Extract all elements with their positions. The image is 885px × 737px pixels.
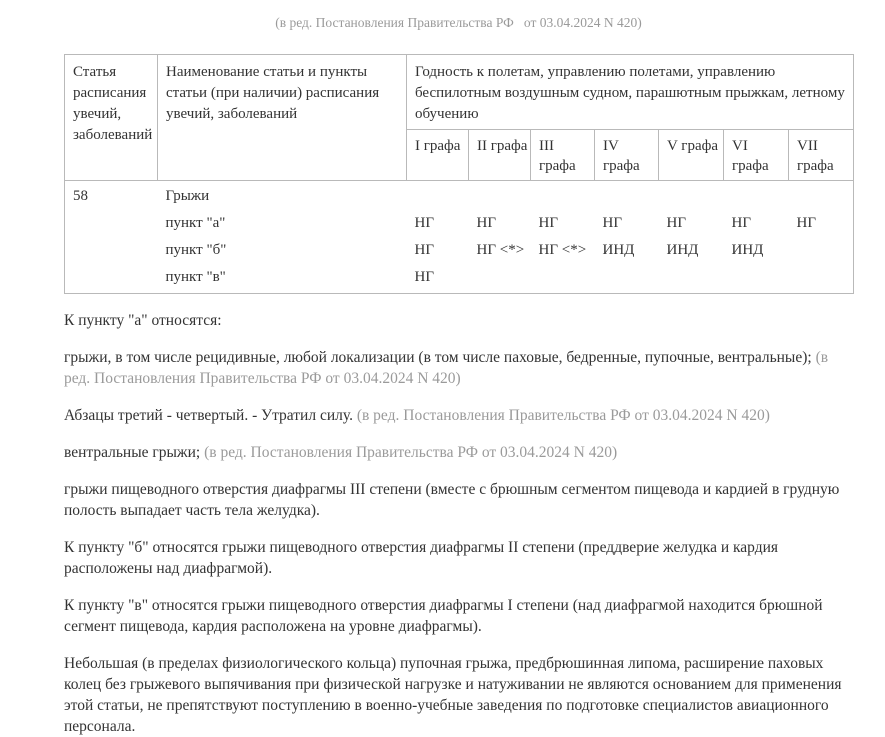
header-name-column: Наименование статьи и пункты статьи (при наличии) расписания увечий, заболеваний xyxy=(158,55,407,181)
edition-annotation: (в ред. Постановления Правительства РФ от 03.04.2024 N 420) xyxy=(275,15,642,30)
paragraph-text: Абзацы третий - четвертый. - Утратил силу. xyxy=(64,407,357,424)
cell-article-name: Грыжи пункт "а" пункт "б" пункт "в" xyxy=(158,181,407,294)
table-row-article-58 xyxy=(65,181,854,294)
header-graph-7: VII графа xyxy=(789,130,854,181)
paragraph xyxy=(64,310,853,331)
cell-graph-3: НГ НГ <*> xyxy=(531,181,595,294)
header-graph-1: I графа xyxy=(407,130,469,181)
paragraph-text: К пункту "а" относятся: xyxy=(64,312,222,329)
paragraph xyxy=(64,653,853,737)
header-graph-3: III графа xyxy=(531,130,595,181)
cell-graph-4: НГ ИНД xyxy=(595,181,659,294)
table-header xyxy=(65,55,854,181)
paragraph-text: вентральные грыжи; xyxy=(64,444,205,461)
paragraph-edition-note: (в ред. Постановления Правительства РФ от 03.04.2024 N 420) xyxy=(204,444,618,461)
paragraph xyxy=(64,595,853,637)
header-graph-6: VI графа xyxy=(724,130,789,181)
paragraph-text: Небольшая (в пределах физиологического кольца) пупочная грыжа, предбрюшинная липома, расширение паховых колец без грыжевого выпячивания при физической нагрузке и натуживании не являются основанием для применения этой статьи, не препятствуют поступлению в военно-учебные заведения по подготовке специалистов авиационного персонала. xyxy=(64,655,842,735)
paragraph xyxy=(64,442,853,463)
cell-graph-2: НГ НГ <*> xyxy=(469,181,531,294)
cell-graph-1: НГ НГ НГ xyxy=(407,181,469,294)
header-graph-2: II графа xyxy=(469,130,531,181)
cell-graph-6: НГ ИНД xyxy=(724,181,789,294)
paragraph-text: грыжи, в том числе рецидивные, любой локализации (в том числе паховые, бедренные, пупочные, вентральные); xyxy=(64,349,816,366)
article-commentary xyxy=(64,310,853,737)
cell-article-number: 58 xyxy=(65,181,158,294)
paragraph-edition-note: (в ред. Постановления Правительства РФ от 03.04.2024 N 420) xyxy=(356,407,770,424)
cell-graph-5: НГ ИНД xyxy=(659,181,724,294)
header-fitness-column: Годность к полетам, управлению полетами, управлению беспилотным воздушным судном, парашютным прыжкам, летному обучению xyxy=(407,55,854,130)
paragraph-text: К пункту "в" относятся грыжи пищеводного отверстия диафрагмы I степени (над диафрагмой находится брюшной сегмент пищевода, кардия расположена на уровне диафрагмы). xyxy=(64,597,823,635)
header-article-column: Статья расписания увечий, заболеваний xyxy=(65,55,158,181)
paragraph xyxy=(64,347,853,389)
paragraph-text: грыжи пищеводного отверстия диафрагмы III степени (вместе с брюшным сегментом пищевода и кардией в грудную полость выпадает часть тела желудка). xyxy=(64,481,840,519)
paragraph-edition-note: (в ред. Постановления Правительства РФ от 03.04.2024 N 420) xyxy=(64,349,829,387)
header-graph-4: IV графа xyxy=(595,130,659,181)
header-graph-5: V графа xyxy=(659,130,724,181)
paragraph xyxy=(64,405,853,426)
disease-schedule-table xyxy=(64,54,854,294)
paragraph xyxy=(64,537,853,579)
paragraph-text: К пункту "б" относятся грыжи пищеводного отверстия диафрагмы II степени (преддверие желудка и кардия расположены над диафрагмой). xyxy=(64,539,779,577)
paragraph xyxy=(64,479,853,521)
cell-graph-7: НГ xyxy=(789,181,854,294)
